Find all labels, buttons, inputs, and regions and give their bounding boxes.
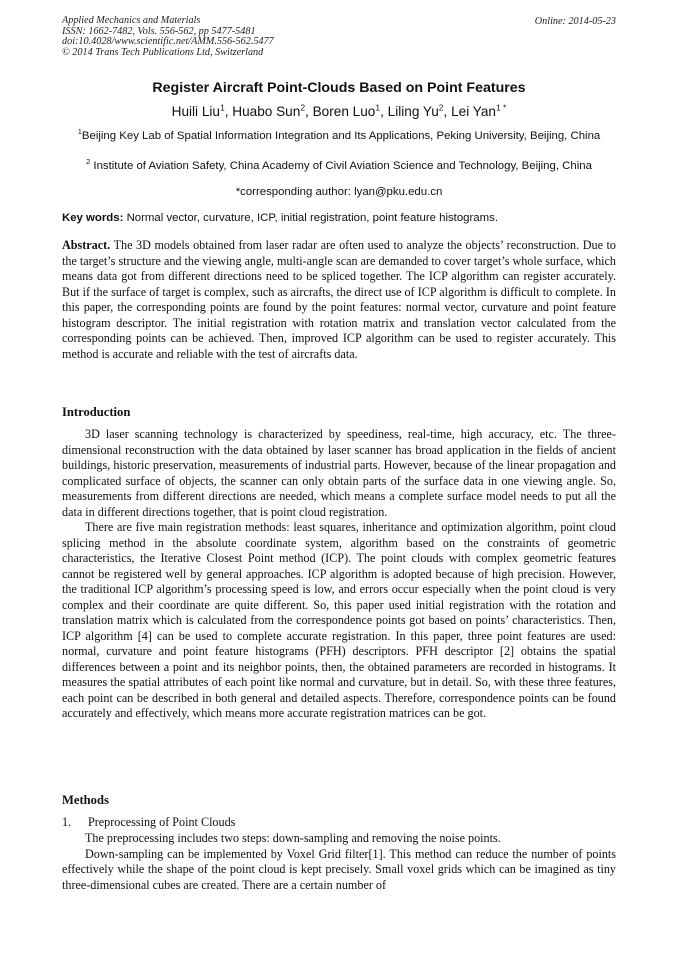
section-heading-introduction: Introduction: [62, 405, 131, 419]
subsection-heading: 1. Preprocessing of Point Clouds: [62, 815, 236, 829]
introduction-body: [62, 427, 616, 722]
journal-header: [62, 16, 274, 58]
author-list: [0, 102, 678, 119]
author: Huabo Sun$^2$,: [232, 102, 313, 119]
author: Lei Yan$^{1 *}$: [451, 102, 507, 119]
section-heading-methods: Methods: [62, 793, 109, 807]
author: Liling Yu$^2$,: [387, 102, 452, 119]
doi-line: doi:10.4028/www.scientific.net/AMM.556-562.5477: [62, 36, 274, 48]
affiliation-2: $^2$ Institute of Aviation Safety, China Academy of Civil Aviation Science and Technology, Beijing, China: [86, 157, 592, 172]
affiliation-1: $^1$Beijing Key Lab of Spatial Information Integration and Its Applications, Peking University, Beijing, China: [77, 127, 601, 142]
paragraph: The preprocessing includes two steps: down-sampling and removing the noise points.: [85, 831, 501, 845]
issn-line: ISSN: 1662-7482, Vols. 556-562, pp 5477-5481: [62, 25, 256, 37]
paragraph: Down-sampling can be implemented by Voxel Grid filter[1]. This method can reduce the number of points effectively while the shape of the point cloud is kept precisely. Small voxel grids which can be imagined as tiny three-dimensional cubes are created. There are a certain number of: [62, 846, 616, 892]
abstract-label: Abstract.: [62, 238, 111, 252]
abstract: [62, 238, 616, 362]
copyright-line: © 2014 Trans Tech Publications Ltd, Switzerland: [62, 46, 264, 58]
journal-name: Applied Mechanics and Materials: [62, 15, 201, 26]
author: Boren Luo$^1$,: [312, 102, 388, 119]
online-date: Online: 2014-05-23: [534, 16, 616, 27]
abstract-text: The 3D models obtained from laser radar are often used to analyze the objects’ reconstruction. Due to the target’s structure and the viewing angle, multi-angle scan are demanded to cover target’s whole surface, which means data got from different directions need to be spliced together. The ICP algorithm can register accurately. But if the surface of target is complex, such as aircrafts, the direct use of ICP algorithm is difficult to complete. In this paper, the corresponding points are found by the point features: normal vector, curvature and point feature histogram descriptor. The initial registration with rotation matrix and translation vector calculated from the corresponding points can be achieved. Then, improved ICP algorithm can be used to register accurately. This method is accurate and reliable with the test of aircrafts data.: [62, 238, 616, 361]
keywords: Key words: Normal vector, curvature, ICP, initial registration, point feature histograms.: [62, 212, 498, 224]
corresponding-author: *corresponding author: lyan@pku.edu.cn: [235, 186, 443, 198]
paragraph: 3D laser scanning technology is characterized by speediness, real-time, high accuracy, etc. The three-dimensional reconstruction with the data obtained by laser scanner has broad application in the fields of ancient buildings, historic preservation, measurements of industrial parts. However, because of the linear propagation and complicated surface of objects, the scanner can only obtain parts of the surface data in one viewing angle. So, measurements from different directions are needed, which means a complete surface model needs to put all the data in different directions together, that is point cloud registration.: [62, 427, 616, 519]
author: Huili Liu$^1$,: [171, 102, 233, 119]
paper-title: Register Aircraft Point-Clouds Based on Point Features: [152, 80, 526, 96]
methods-body: [62, 831, 616, 893]
paragraph: There are five main registration methods: least squares, inheritance and optimization algorithm, point cloud splicing method in the absolute coordinate system, algorithm based on the constraints of geometric characteristics, the Iterative Closest Point method (ICP). The point clouds with complex geometric features cannot be registered well by general approaches. ICP algorithm is adopted because of high precision. However, the traditional ICP algorithm’s processing speed is low, and errors occur especially when the point cloud is very complex and their coordinate are quite different. So, this paper used initial registration with the rotation and translation matrix which is calculated from the correspondence points got based on points’ characteristics. Then, ICP algorithm [4] can be used to complete accurate registration. In this paper, three point features are used: normal, curvature and point feature histograms (PFH) descriptors. PFH descriptor [2] obtains the spatial differences between a point and its neighbor points, then, the obtained parameters are recorded in histograms. It measures the spatial attributes of each point like normal and curvature, but in detail. So, with these three features, each point can be described in both general and detailed aspects. Therefore, correspondence points can be found accurately and effectively, which means more accurate registration matrices can be got.: [62, 520, 616, 720]
